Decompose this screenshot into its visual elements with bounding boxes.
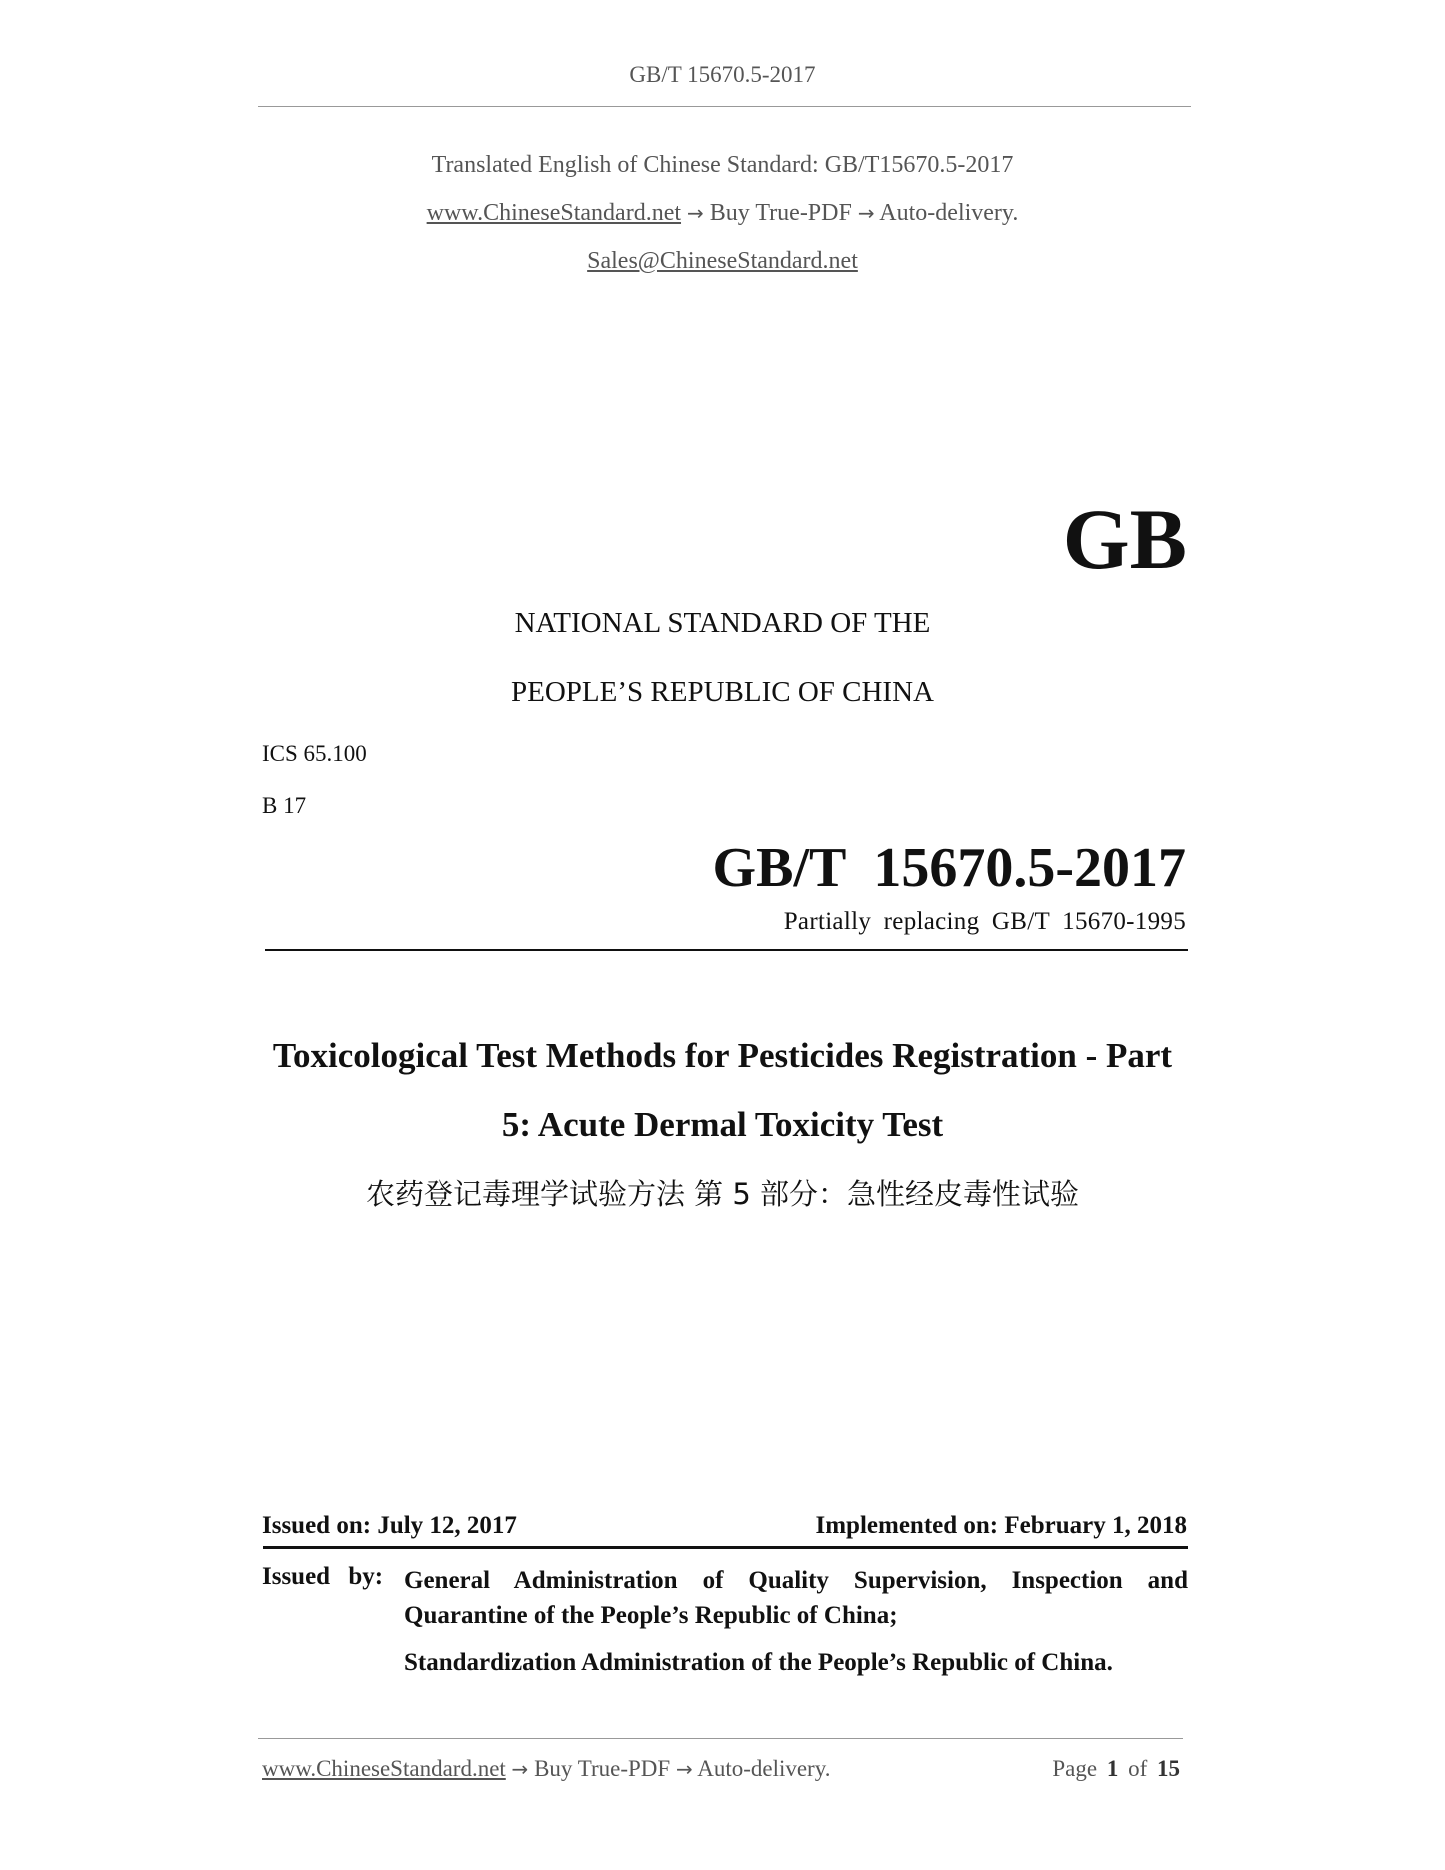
implemented-date: Implemented on: February 1, 2018 bbox=[815, 1512, 1187, 1539]
main-divider bbox=[265, 949, 1188, 951]
sales-email-link[interactable]: Sales@ChineseStandard.net bbox=[587, 248, 858, 274]
footer-links-row bbox=[262, 1756, 830, 1782]
page-header-code: GB/T 15670.5-2017 bbox=[629, 62, 816, 87]
footer-site-link[interactable]: www.ChineseStandard.net bbox=[262, 1756, 506, 1781]
title-en-line1: Toxicological Test Methods for Pesticides Registration - Part bbox=[272, 1036, 1173, 1075]
site-link[interactable]: www.ChineseStandard.net bbox=[426, 200, 682, 226]
standard-number: GB/T 15670.5-2017 bbox=[712, 837, 1186, 899]
gb-mark: GB bbox=[1062, 491, 1187, 587]
issuer-line1: General Administration of Quality Supervision, Inspection and bbox=[404, 1567, 1188, 1594]
buy-text: Buy True-PDF bbox=[709, 200, 852, 226]
arrow-right-icon: → bbox=[675, 1757, 693, 1781]
issued-date: Issued on: July 12, 2017 bbox=[262, 1512, 517, 1539]
page-of: of bbox=[1128, 1756, 1148, 1781]
page-current: 1 bbox=[1106, 1756, 1119, 1781]
arrow-right-icon: → bbox=[687, 201, 704, 225]
notice-links-row bbox=[0, 200, 1445, 227]
footer-delivery-text: Auto-delivery. bbox=[697, 1756, 831, 1781]
ics-code: ICS 65.100 bbox=[262, 741, 367, 766]
national-standard-line2: PEOPLE’S REPUBLIC OF CHINA bbox=[511, 676, 934, 708]
page-word: Page bbox=[1052, 1756, 1098, 1781]
issued-by-label: Issued by: bbox=[262, 1563, 384, 1590]
issuer-line2: Quarantine of the People’s Republic of China; bbox=[404, 1602, 898, 1629]
email-row bbox=[0, 248, 1445, 275]
translation-notice: Translated English of Chinese Standard: GB/T15670.5-2017 bbox=[431, 152, 1014, 178]
footer-divider bbox=[258, 1738, 1183, 1739]
date-divider bbox=[263, 1546, 1188, 1549]
ccs-code: B 17 bbox=[262, 793, 307, 818]
page-indicator bbox=[1052, 1756, 1180, 1782]
arrow-right-icon: → bbox=[511, 1757, 529, 1781]
footer-buy-text: Buy True-PDF bbox=[534, 1756, 671, 1781]
page-total: 15 bbox=[1157, 1756, 1180, 1781]
arrow-right-icon: → bbox=[857, 201, 875, 225]
issuer-line3: Standardization Administration of the People’s Republic of China. bbox=[404, 1649, 1113, 1676]
header-divider bbox=[258, 106, 1191, 107]
delivery-text: Auto-delivery. bbox=[879, 200, 1019, 226]
title-en-line2: 5: Acute Dermal Toxicity Test bbox=[501, 1105, 944, 1144]
replacing-note: Partially replacing GB/T 15670-1995 bbox=[783, 908, 1186, 935]
national-standard-line1: NATIONAL STANDARD OF THE bbox=[514, 607, 931, 639]
title-cn: 农药登记毒理学试验方法 第 5 部分：急性经皮毒性试验 bbox=[365, 1177, 1080, 1211]
